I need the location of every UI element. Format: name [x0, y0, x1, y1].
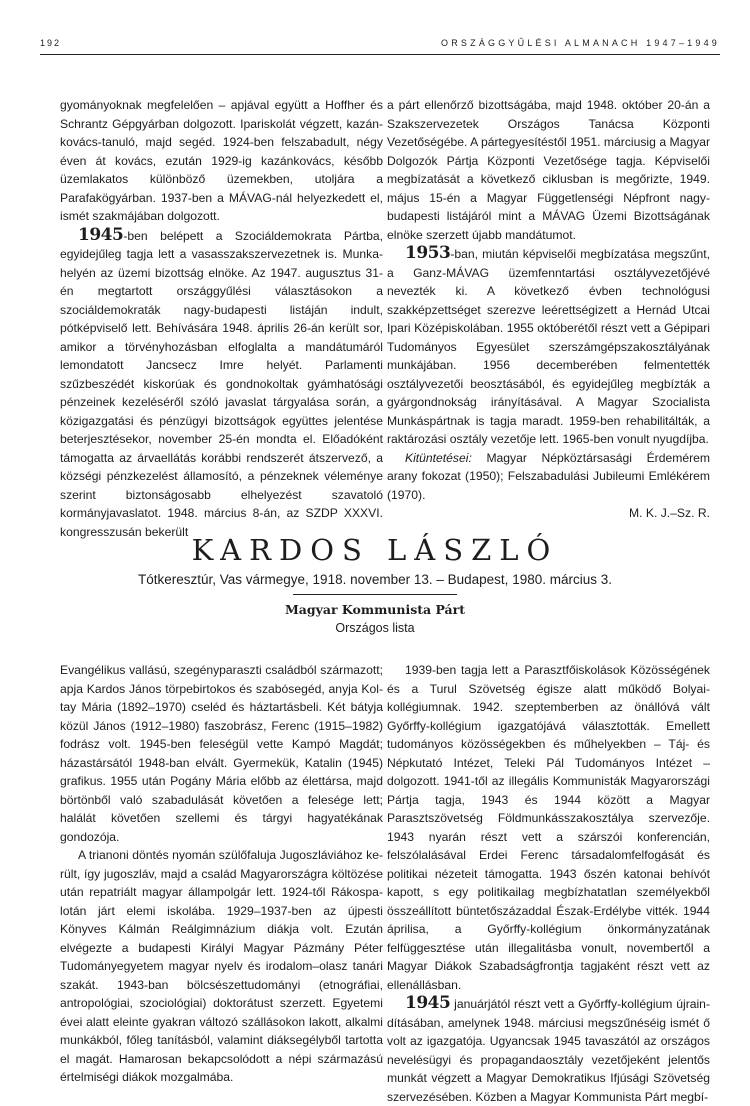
paragraph: 1939-ben tagja lett a Parasztfőiskolások Közösségének és a Turul Szövetség égisze alatt működő Bolyai-kollégiumnak. 1942. szeptemberben az önállóvá vált Győrffy-kollégium igazgatójává választották. Emellett tudományos közösségekben és műhelyekben – Táj- és Népkutató Intézet, Teleki Pál Tudományos Intézet – dolgozott. 1941-től az illegális Kommunisták Magyarországi Pártja tagja, 1943 és 1944 között a Magyar Parasztszövetség Földmunkásszakosztálya szervezője. 1943 nyarán részt vett a szárszói konferencián, felszólalásával Erdei Ferenc társadalomfelfogását és politikai nézeteit támogatta. 1943 őszén katonai behívót kapott, s egy politikailag megbízhatatlan személyekből összeállított büntetőszázaddal Észak-Erdélybe vitték. 1944 áprilisa, a Győrffy-kollégium önkormányzatának felfüggesztése után illegalitásba vonult, novembertől a Magyar Diákok Szabadságfrontja tagjaként részt vett az ellenállásban. — [387, 663, 710, 992]
paragraph: Evangélikus vallású, szegényparaszti családból származott; apja Kardos János törpebirtokos és szabósegéd, anyja Koltay Mária (1892–1970) cseléd és háztartásbeli. Két bátyja közül János (1912–1980) faszobrász, Ferenc (1915–1982) fodrász volt. 1945-ben feleségül vette Kampó Magdát; házastársától 1948-ban elvált. Gyermekük, Katalin (1945) grafikus. 1955 után Pogány Mária előbb az élettársa, majd börtönből való szabadulását követően a felesége lett; halálát követően szellemi és tárgyi hagyatékának gondozója. — [60, 663, 383, 844]
entry-name: KARDOS LÁSZLÓ — [191, 533, 559, 567]
previous-entry-right-column — [387, 96, 710, 523]
paragraph-text: -ben belépett a Szociáldemokrata Pártba, egyidejűleg tagja lett a vasasszakszervezetnek is. Munka-helyén az üzemi bizottság elnöke. Az 1947. augusztus 31-én megtartott országgyűlési választásokon a szociáldemokraták nagy-budapesti listáján indult, pótképviselő lett. Behívására 1948. április 26-án került sor, amikor a törvényhozásban elfoglalta a mandátumáról lemondatott Jancsecz Imre helyét. Parlamenti szűzbeszédét kiskorúak és gondnokoltak gyámhatósági pénzeinek kezeléséről szóló javaslat tárgyalása során, a közigazgatási és pénzügyi bizottságok együttes jelentése beterjesztésekor, november 25-én mondta el. Előadóként támogatta az árvaellátás korábbi rendszerét átszervező, a községi pénzkezelést államosító, a pénzeknek véleménye szerint biztonságosabb elhelyezést szavatoló kormányjavaslatot. 1948. március 8-án, az SZDP XXXVI. kongresszusán bekerült — [60, 228, 383, 539]
paragraph — [387, 994, 710, 1106]
heading-rule — [293, 594, 457, 595]
year-initial: 1953 — [405, 243, 451, 263]
paragraph-text: -ban, miután képviselői megbízatása megszűnt, a Ganz-MÁVAG üzemfenntartási osztályvezetőjévé nevezték ki. A következő évben technológusi szakképzettséget szerezve leérettségizett a Hernád Utcai Ipari Középiskolában. 1955 októberétől részt vett a Gépipari Tudományos Egyesület szerszámgépszakosztályának munkájában. 1956 decemberében felmentették osztályvezetői beosztásából, és egyidejűleg megbízták a gyárgondnokság irányításával. A Magyar Szocialista Munkáspártnak is tagja maradt. 1959-ben rehabilitálták, a raktározási osztály vezetője lett. 1965-ben vonult nyugdíjba. — [387, 247, 710, 446]
running-header — [40, 38, 720, 58]
party-name: Magyar Kommunista Párt — [284, 602, 466, 617]
paragraph-text: januárjától részt vett a Győrffy-kollégium újraindításában, amelynek 1948. márciusi megszűnéséig ismét ő volt az igazgatója. Ugyancsak 1945 tavaszától az országos nevelésügyi és propagandaosztály vezetőjeként jelentős munkát végzett a Magyar Demokratikus Ifjúsági Szövetség szervezésében. Közben a Magyar Kommunista Párt megbí- — [387, 997, 710, 1104]
awards-label: Kitüntetései: — [405, 450, 472, 465]
entry-heading — [0, 530, 750, 638]
electoral-list: Országos lista — [335, 621, 415, 635]
birth-death-line: Tótkeresztúr, Vas vármegye, 1918. november 13. – Budapest, 1980. március 3. — [137, 572, 612, 587]
entry-left-column — [60, 661, 383, 1087]
year-initial: 1945 — [78, 224, 124, 245]
awards-text: Magyar Népköztársasági Érdemérem arany fokozat (1950); Felszabadulási Jubileumi Emlékérem (1970). — [387, 450, 710, 502]
header-rule — [40, 54, 720, 55]
paragraph — [60, 226, 383, 542]
paragraph: gyományoknak megfelelően – apjával együtt a Hoffher és Schrantz Gépgyárban dolgozott. Ipariskolát végzett, kazánkovács-tanuló, majd segéd. 1924-ben felszabadult, négy éven át kovács, ezután 1929-ig kazánkovács, később üzemlakatos különböző üzemekben, utoljára a Parafakögyárban. 1937-ben a MÁVAG-nál helyezkedett el, ismét szakmájában dolgozott. — [60, 98, 383, 223]
previous-entry-left-column — [60, 96, 383, 541]
paragraph: a párt ellenőrző bizottságába, majd 1948. október 20-án a Szakszervezetek Országos Tanácsa Központi Vezetőségébe. A pártegyesítéstől 1951. márciusig a Magyar Dolgozók Pártja Központi Vezetősége tagja. Képviselői megbízatását a következő ciklusban is megőrizte, 1949. május 15-én a Magyar Függetlenségi Népfront nagy-budapesti listájáról mint a MÁVAG Üzemi Bizottságának elnöke szerzett újabb mandátumot. — [387, 98, 710, 242]
year-initial: 1945 — [405, 993, 451, 1013]
paragraph: A trianoni döntés nyomán szülőfaluja Jugoszláviához került, így jugoszláv, majd a család Magyarországra költözése után repatriált magyar állampolgár lett. 1924-től Rákospalotán járt elemi iskolába. 1929–1937-ben az újpesti Könyves Kálmán Reálgimnázium diákja volt. Ezután elvégezte a budapesti Királyi Magyar Pázmány Péter Tudományegyetem magyar nyelv és irodalom–olasz tanári szakát. 1943-ban bölcsészettudományi (etnográfiai, antropológiai, szociológiai) doktorátust szerzett. Egyetemi évei alatt eleinte gyakran változó szállásokon lakott, alkalmi munkákból, főleg tanításból, valamint diáksegélyből tartotta el magát. Hamarosan bekapcsolódott a népi származású értelmiségi diákok mozgalmába. — [60, 848, 383, 1084]
awards-paragraph — [387, 449, 710, 505]
running-title: ORSZÁGGYŰLÉSI ALMANACH 1947–1949 — [441, 38, 720, 48]
paragraph — [387, 244, 710, 449]
author-signature: M. K. J.–Sz. R. — [629, 506, 710, 520]
page-number: 192 — [40, 38, 62, 48]
entry-right-column — [387, 661, 710, 1106]
